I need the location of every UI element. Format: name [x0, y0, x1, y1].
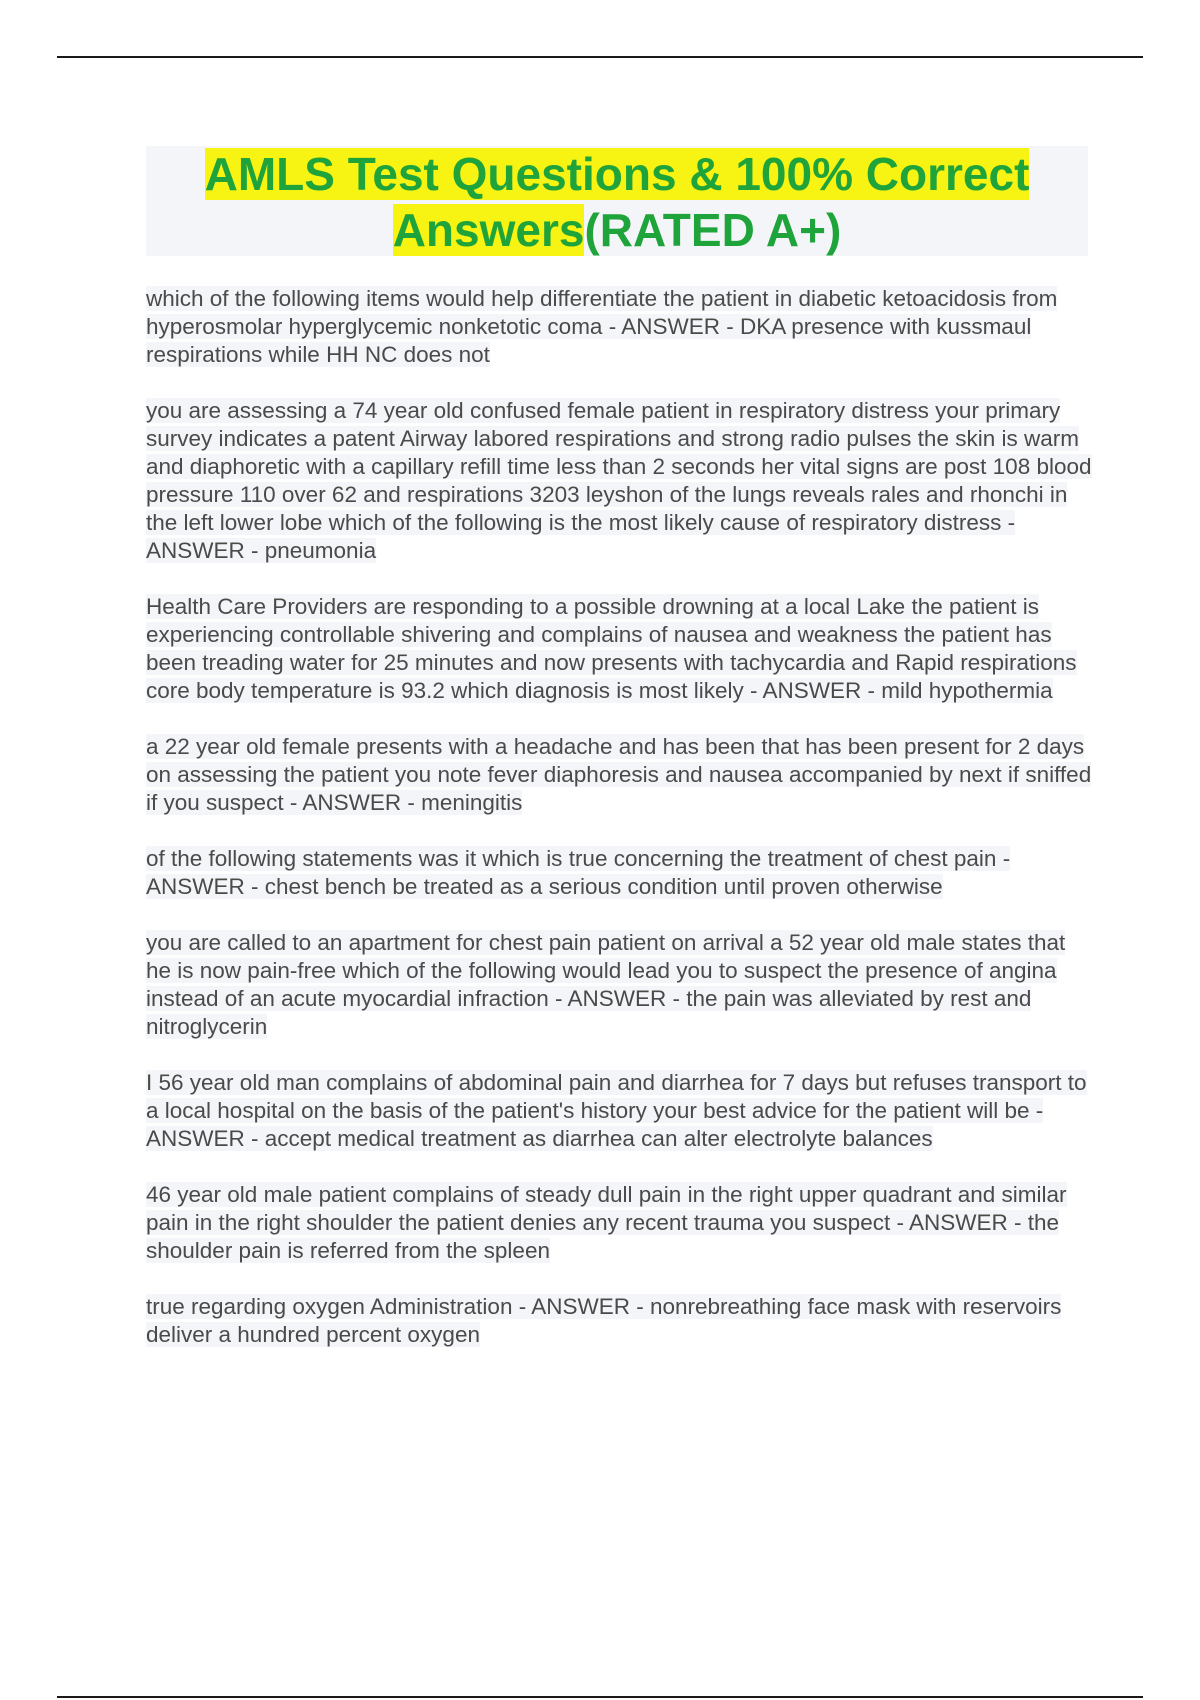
qa-item-text: a 22 year old female presents with a headache and has been that has been present for 2 days on assessing the patient you note fever diaphoresis and nausea accompanied by next if sniffed if you suspect - ANSWER - meningitis [146, 734, 1092, 815]
top-rule [57, 56, 1143, 58]
qa-item-text: you are called to an apartment for chest pain patient on arrival a 52 year old male states that he is now pain-free which of the following would lead you to suspect the presence of angina instead of an acute myocardial infraction - ANSWER - the pain was alleviated by rest and nitroglycerin [146, 930, 1066, 1039]
qa-list [146, 285, 1096, 1377]
bottom-rule [57, 1696, 1143, 1698]
qa-item-text: you are assessing a 74 year old confused female patient in respiratory distress your primary survey indicates a patent Airway labored respirations and strong radio pulses the skin is warm and diaphoretic with a capillary refill time less than 2 seconds her vital signs are post 108 blood pressure 110 over 62 and respirations 3203 leyshon of the lungs reveals rales and rhonchi in the left lower lobe which of the following is the most likely cause of respiratory distress - ANSWER - pneumonia [146, 398, 1092, 563]
qa-item-text: I 56 year old man complains of abdominal pain and diarrhea for 7 days but refuses transport to a local hospital on the basis of the patient's history your best advice for the patient will be - ANSWER - accept medical treatment as diarrhea can alter electrolyte balances [146, 1070, 1087, 1151]
qa-item-text: 46 year old male patient complains of steady dull pain in the right upper quadrant and similar pain in the right shoulder the patient denies any recent trauma you suspect - ANSWER - the shoulder pain is referred from the spleen [146, 1182, 1067, 1263]
qa-item [146, 593, 1096, 705]
title-highlighted-word: Answers [392, 204, 585, 256]
title-rated-suffix: (RATED A+) [584, 204, 842, 256]
qa-item [146, 1293, 1096, 1349]
title-highlighted-line1: AMLS Test Questions & 100% Correct [204, 148, 1030, 200]
qa-item [146, 929, 1096, 1041]
qa-item-text: Health Care Providers are responding to a possible drowning at a local Lake the patient is experiencing controllable shivering and complains of nausea and weakness the patient has been treading water for 25 minutes and now presents with tachycardia and Rapid respirations core body temperature is 93.2 which diagnosis is most likely - ANSWER - mild hypothermia [146, 594, 1077, 703]
qa-item [146, 397, 1096, 565]
qa-item [146, 845, 1096, 901]
qa-item [146, 1181, 1096, 1265]
qa-item [146, 1069, 1096, 1153]
qa-item-text: true regarding oxygen Administration - ANSWER - nonrebreathing face mask with reservoirs deliver a hundred percent oxygen [146, 1294, 1062, 1347]
qa-item [146, 733, 1096, 817]
qa-item-text: which of the following items would help differentiate the patient in diabetic ketoacidosis from hyperosmolar hyperglycemic nonketotic coma - ANSWER - DKA presence with kussmaul respirations while HH NC does not [146, 286, 1058, 367]
qa-item-text: of the following statements was it which is true concerning the treatment of chest pain - ANSWER - chest bench be treated as a serious condition until proven otherwise [146, 846, 1011, 899]
page-title [146, 146, 1088, 256]
qa-item [146, 285, 1096, 369]
